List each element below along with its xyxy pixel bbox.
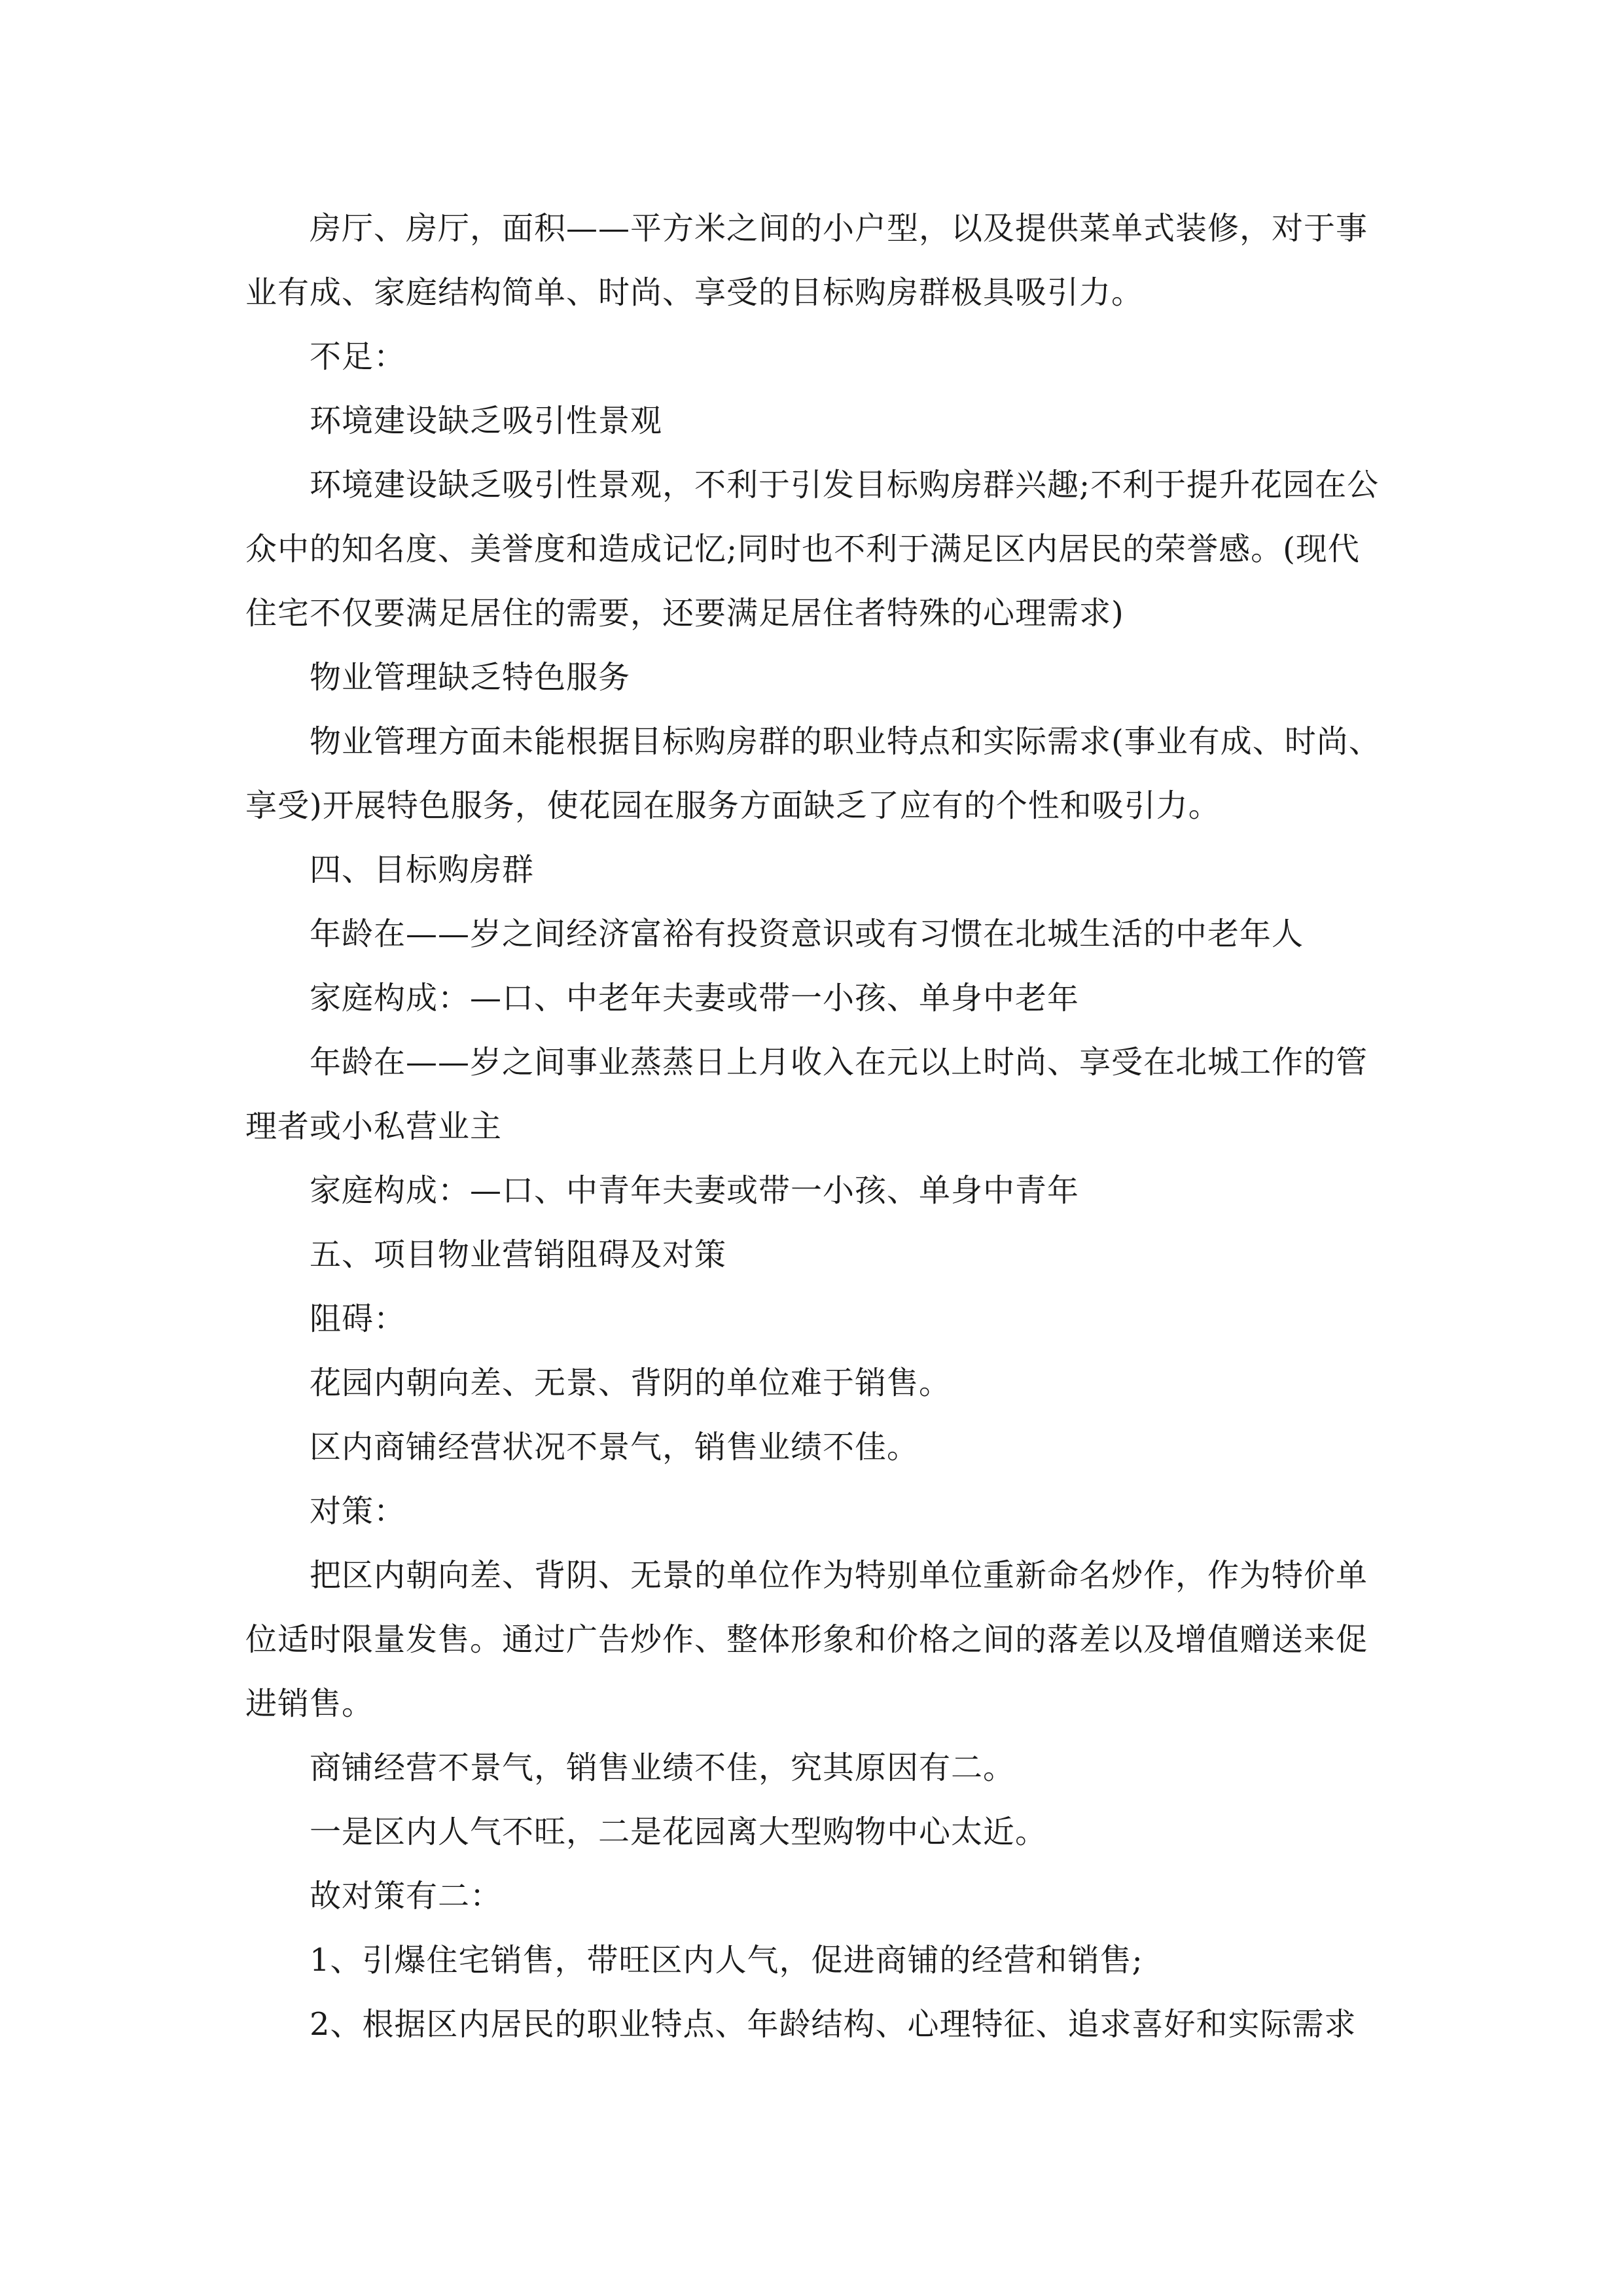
list-item: 2、根据区内居民的职业特点、年龄结构、心理特征、追求喜好和实际需求 — [310, 2006, 1357, 2043]
paragraph: 对策： — [310, 1493, 406, 1530]
paragraph: 年龄在——岁之间经济富裕有投资意识或有习惯在北城生活的中老年人 — [310, 916, 1304, 952]
paragraph: 把区内朝向差、背阴、无景的单位作为特别单位重新命名炒作，作为特价单位适时限量发售。通过广告炒作、整体形象和价格之间的落差以及增值赠送来促进销售。 — [245, 1557, 1368, 1722]
paragraph: 年龄在——岁之间事业蒸蒸日上月收入在元以上时尚、享受在北城工作的管理者或小私营业主 — [245, 1044, 1368, 1145]
paragraph: 故对策有二： — [310, 1878, 503, 1914]
section-heading: 四、目标购房群 — [310, 852, 535, 888]
paragraph: 物业管理方面未能根据目标购房群的职业特点和实际需求(事业有成、时尚、享受)开展特色服务，使花园在服务方面缺乏了应有的个性和吸引力。 — [245, 723, 1381, 824]
list-item: 1、引爆住宅销售，带旺区内人气，促进商铺的经营和销售; — [310, 1942, 1143, 1979]
section-heading: 环境建设缺乏吸引性景观 — [310, 403, 663, 439]
paragraph: 不足： — [310, 338, 406, 375]
section-heading: 五、项目物业营销阻碍及对策 — [310, 1236, 727, 1273]
paragraph: 区内商铺经营状况不景气，销售业绩不佳。 — [310, 1429, 919, 1465]
paragraph: 阻碍： — [310, 1300, 406, 1337]
paragraph: 环境建设缺乏吸引性景观，不利于引发目标购房群兴趣;不利于提升花园在公众中的知名度、美誉度和造成记忆;同时也不利于满足区内居民的荣誉感。(现代住宅不仅要满足居住的需要，还要满足居住者特殊的心理需求) — [245, 467, 1380, 632]
section-heading: 物业管理缺乏特色服务 — [310, 659, 631, 696]
paragraph: 房厅、房厅，面积——平方米之间的小户型，以及提供菜单式装修，对于事业有成、家庭结构简单、时尚、享受的目标购房群极具吸引力。 — [245, 210, 1368, 311]
paragraph: 商铺经营不景气，销售业绩不佳，究其原因有二。 — [310, 1749, 1016, 1786]
paragraph: 花园内朝向差、无景、背阴的单位难于销售。 — [310, 1365, 952, 1401]
paragraph: 家庭构成：—口、中青年夫妻或带一小孩、单身中青年 — [310, 1172, 1080, 1209]
paragraph: 家庭构成：—口、中老年夫妻或带一小孩、单身中老年 — [310, 980, 1080, 1016]
paragraph: 一是区内人气不旺，二是花园离大型购物中心太近。 — [310, 1814, 1048, 1850]
document-body — [245, 196, 1387, 2056]
